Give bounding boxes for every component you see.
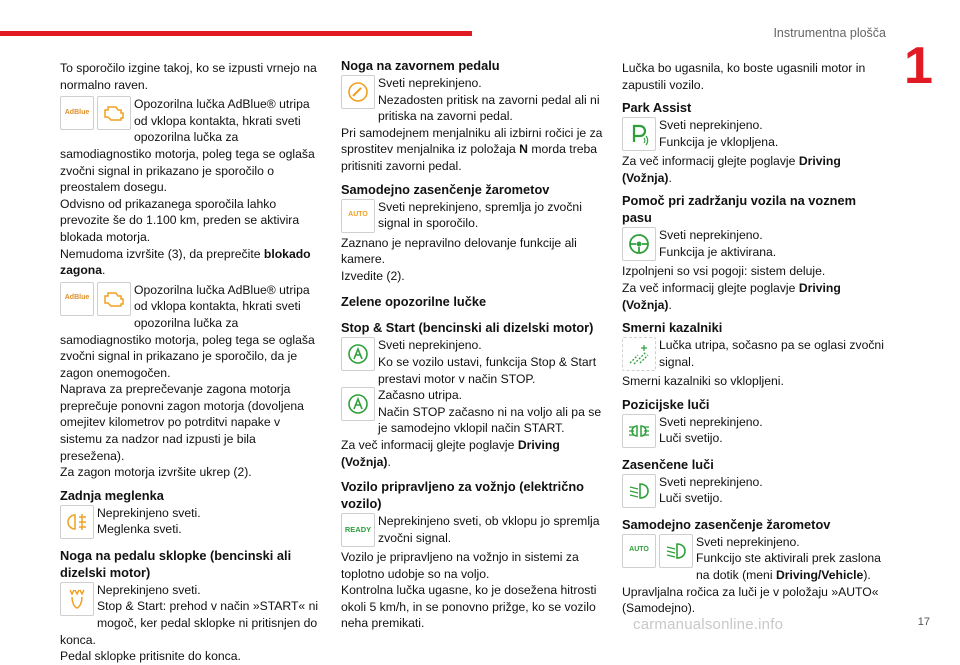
column-middle [341,57,603,632]
status-text: Luči svetijo. [659,431,723,446]
adblue-text: Opozorilna lučka AdBlue® utripa od vklopa kontakta, hkrati sveti opozorilna lučka za samodiagnostiko motorja, poleg tega se oglaša zvočni signal in prikazano je sporočilo, da je zagon onemogočen. [60,282,315,380]
adblue-icon: AdBlue [60,282,94,316]
turn-indicator-icon [622,337,656,371]
header-red-bar [0,31,472,36]
auto-beam-icon: AUTO [622,534,656,568]
paragraph: Pri samodejnem menjalniku ali izbirni ročici je za sprostitev menjalnika iz položaja N morda treba pritisniti zavorni pedal. [341,125,603,173]
adblue-icon: AdBlue [60,96,94,130]
section-heading: Samodejno zasenčenje žarometov [341,181,550,197]
paragraph: Vozilo je pripravljeno na vožnjo in sistemi za toplotno udobje so na voljo. [341,550,579,581]
section-heading: Stop & Start (bencinski ali dizelski motor) [341,320,594,336]
section-heading: Noga na pedalu sklopke (bencinski ali dizelski motor) [60,547,292,580]
position-lights-icon [622,414,656,448]
section-heading: Zasenčene luči [622,456,714,472]
status-text: Funkcija je aktivirana. [659,244,777,259]
dipped-beam-icon [622,474,656,508]
paragraph: Kontrolna lučka ugasne, ko je dosežena hitrosti okoli 5 km/h, in se ponovno prižge, ko se vozilo neha premikati. [341,583,597,631]
status-text: Ko se vozilo ustavi, funkcija Stop & Start prestavi motor v način STOP. [378,354,597,386]
page-number: 17 [917,616,930,628]
section-title: Instrumentna plošča [773,26,886,40]
status-text: Sveti neprekinjeno. [696,534,800,549]
status-text: Sveti neprekinjeno. [659,228,763,243]
paragraph: Za zagon motorja izvršite ukrep (2). [60,465,252,480]
section-heading: Pozicijske luči [622,396,710,412]
ready-icon: READY [341,513,375,547]
paragraph: Odvisno od prikazanega sporočila lahko prevozite še do 1.100 km, preden se aktivira blokada motorja. [60,196,300,244]
paragraph: Zaznano je nepravilno delovanje funkcije ali kamere. [341,235,577,267]
paragraph: Pedal sklopke pritisnite do konca. [60,649,241,664]
adblue-text: Opozorilna lučka AdBlue® utripa od vklopa kontakta, hkrati sveti opozorilna lučka za samodiagnostiko motorja, poleg tega se oglaša zvočni signal in prikazano je sporočilo o preostalem dosegu. [60,97,315,195]
status-text: Začasno utripa. [378,388,463,403]
paragraph: Naprava za preprečevanje zagona motorja preprečuje ponovni zagon motorja (dovoljena omejitev kilometrov po potrditvi napake v sistemu za nadzor nad izpusti je bila presežena). [60,382,304,463]
park-assist-icon [622,117,656,151]
section-heading: Vozilo pripravljeno za vožnjo (električno vozilo) [341,479,584,512]
section-heading: Noga na zavornem pedalu [341,58,500,73]
status-text: Stop & Start: prehod v način »START« ni mogoč, ker pedal sklopke ni pritisnjen do konca. [60,599,319,647]
paragraph: Nemudoma izvršite (3), da preprečite blokado zagona. [60,246,311,278]
paragraph: Smerni kazalniki so vklopljeni. [622,374,784,389]
column-left [60,60,322,665]
status-text: Sveti neprekinjeno, spremlja jo zvočni signal in sporočilo. [378,199,582,231]
paragraph: Izpolnjeni so vsi pogoji: sistem deluje. [622,264,826,279]
stop-start-icon [341,387,375,421]
status-text: Luči svetijo. [659,491,723,506]
auto-beam-fault-icon: AUTO [341,199,375,233]
section-heading: Zadnja meglenka [60,487,164,503]
clutch-pedal-icon [60,582,94,616]
rear-fog-icon [60,505,94,539]
status-text: Funkcijo ste aktivirali prek zaslona na dotik (meni Driving/Vehicle). [696,551,881,582]
column-right [622,60,884,617]
status-text: Lučka utripa, sočasno pa se oglasi zvočni signal. [659,338,884,369]
section-heading: Samodejno zasenčenje žarometov [622,516,831,532]
paragraph: Izvedite (2). [341,268,405,283]
status-text: Neprekinjeno sveti. [97,582,201,597]
status-text: Neprekinjeno sveti, ob vklopu jo spremlja zvočni signal. [378,514,600,545]
brake-pedal-icon [341,75,375,109]
status-text: Sveti neprekinjeno. [659,414,763,429]
status-text: Sveti neprekinjeno. [659,118,763,133]
paragraph: To sporočilo izgine takoj, ko se izpusti vrnejo na normalno raven. [60,61,317,92]
paragraph: Lučka bo ugasnila, ko boste ugasnili motor in zapustili vozilo. [622,61,866,92]
section-heading: Park Assist [622,100,692,116]
paragraph: Za več informacij glejte poglavje Driving (Vožnja). [622,280,841,312]
lane-keeping-icon [622,227,656,261]
dipped-beam-icon [659,534,693,568]
status-text: Način STOP začasno ni na voljo ali pa se je samodejno vklopil način START. [378,404,602,436]
paragraph: Za več informacij glejte poglavje Driving (Vožnja). [341,437,560,469]
section-heading: Zelene opozorilne lučke [341,294,487,310]
engine-fault-icon [97,96,131,130]
section-heading: Pomoč pri zadržanju vozila na voznem pasu [622,193,856,226]
status-text: Sveti neprekinjeno. [659,474,763,489]
status-text: Nezadosten pritisk na zavorni pedal ali ni pritiska na zavorni pedal. [378,92,600,124]
engine-fault-icon [97,282,131,316]
watermark: carmanualsonline.info [633,616,784,633]
status-text: Sveti neprekinjeno. [378,76,482,90]
chapter-number: 1 [904,37,933,95]
paragraph: Za več informacij glejte poglavje Driving (Vožnja). [622,154,841,185]
section-heading: Smerni kazalniki [622,320,723,336]
stop-start-icon [341,337,375,371]
paragraph: Upravljalna ročica za luči je v položaju »AUTO« (Samodejno). [622,584,879,616]
status-text: Meglenka sveti. [97,522,182,537]
status-text: Sveti neprekinjeno. [378,338,482,353]
status-text: Neprekinjeno sveti. [97,505,201,520]
status-text: Funkcija je vklopljena. [659,134,779,149]
